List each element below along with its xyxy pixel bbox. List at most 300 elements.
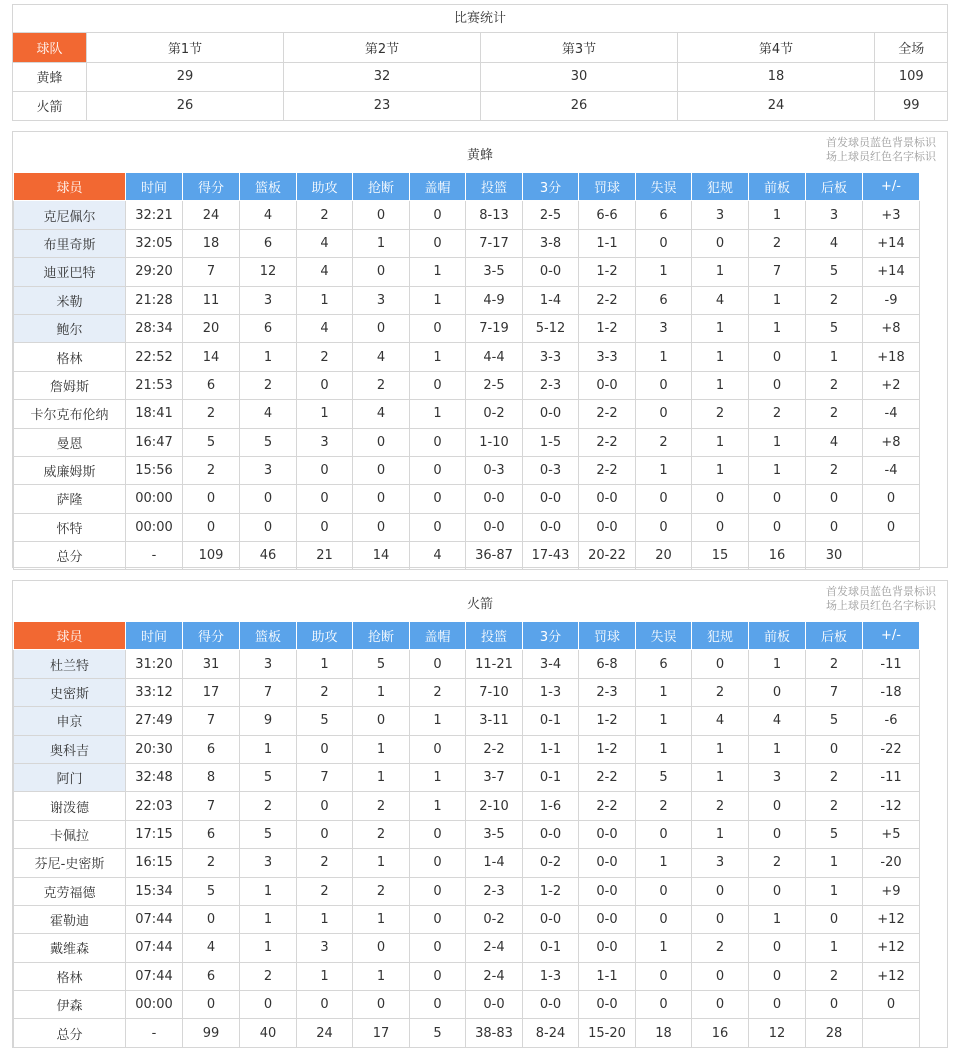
stat-def-rebounds: 5	[806, 820, 863, 848]
stat-three-pointers: 1-6	[523, 792, 579, 820]
stat-turnovers: 0	[636, 877, 692, 905]
stat-off-rebounds: 0	[749, 485, 806, 513]
stat-turnovers: 1	[636, 707, 692, 735]
stat-points: 2	[183, 400, 240, 428]
stat-fouls: 1	[692, 371, 749, 399]
stat-off-rebounds: 2	[749, 400, 806, 428]
quarter-score: 32	[284, 62, 481, 91]
stat-fouls: 1	[692, 763, 749, 791]
stat-off-rebounds: 2	[749, 229, 806, 257]
total-three-pointers: 17-43	[523, 542, 579, 570]
stat-blocks: 2	[410, 678, 466, 706]
stat-assists: 1	[297, 650, 353, 678]
stat-turnovers: 0	[636, 229, 692, 257]
stat-fouls: 0	[692, 905, 749, 933]
column-header: 抢断	[353, 622, 410, 650]
stat-blocks: 0	[410, 962, 466, 990]
stat-blocks: 1	[410, 707, 466, 735]
total-off-rebounds: 16	[749, 542, 806, 570]
stat-blocks: 0	[410, 428, 466, 456]
stat-three-pointers: 0-2	[523, 849, 579, 877]
stat-free-throws: 2-2	[579, 400, 636, 428]
stat-plus-minus: 0	[863, 513, 920, 541]
stat-blocks: 1	[410, 343, 466, 371]
stat-free-throws: 1-1	[579, 962, 636, 990]
column-header: 球员	[14, 173, 126, 201]
column-header: 犯规	[692, 622, 749, 650]
total-field-goals: 36-87	[466, 542, 523, 570]
stat-def-rebounds: 2	[806, 763, 863, 791]
player-name: 卡尔克布伦纳	[14, 400, 126, 428]
stat-minutes: 15:34	[126, 877, 183, 905]
total-blocks: 4	[410, 542, 466, 570]
stat-turnovers: 6	[636, 286, 692, 314]
legend-starter: 首发球员蓝色背景标识	[826, 136, 936, 149]
stat-assists: 2	[297, 877, 353, 905]
stat-rebounds: 1	[240, 877, 297, 905]
quarter-score: 26	[481, 91, 678, 120]
stat-field-goals: 2-2	[466, 735, 523, 763]
quarter-score-table	[12, 33, 948, 120]
stat-free-throws: 0-0	[579, 485, 636, 513]
stat-points: 5	[183, 877, 240, 905]
stat-three-pointers: 2-3	[523, 371, 579, 399]
totals-row	[14, 542, 920, 570]
stat-field-goals: 8-13	[466, 201, 523, 229]
stat-fouls: 1	[692, 735, 749, 763]
stat-blocks: 0	[410, 456, 466, 484]
stat-assists: 1	[297, 905, 353, 933]
team-header	[13, 581, 947, 621]
player-name: 怀特	[14, 513, 126, 541]
stat-steals: 1	[353, 735, 410, 763]
stat-turnovers: 0	[636, 962, 692, 990]
player-name: 格林	[14, 962, 126, 990]
stat-plus-minus: -6	[863, 707, 920, 735]
stat-free-throws: 2-2	[579, 286, 636, 314]
player-name: 威廉姆斯	[14, 456, 126, 484]
total-field-goals: 38-83	[466, 1019, 523, 1047]
stat-plus-minus: +18	[863, 343, 920, 371]
stat-plus-minus: +9	[863, 877, 920, 905]
stat-rebounds: 0	[240, 991, 297, 1019]
stat-plus-minus: -4	[863, 456, 920, 484]
stat-plus-minus: -20	[863, 849, 920, 877]
stat-three-pointers: 0-0	[523, 820, 579, 848]
stat-free-throws: 2-2	[579, 763, 636, 791]
player-name: 萨隆	[14, 485, 126, 513]
stat-turnovers: 3	[636, 314, 692, 342]
stat-def-rebounds: 0	[806, 485, 863, 513]
stat-free-throws: 1-2	[579, 707, 636, 735]
stat-minutes: 28:34	[126, 314, 183, 342]
stat-free-throws: 1-2	[579, 735, 636, 763]
stat-turnovers: 1	[636, 934, 692, 962]
stat-def-rebounds: 4	[806, 229, 863, 257]
total-three-pointers: 8-24	[523, 1019, 579, 1047]
stat-off-rebounds: 0	[749, 371, 806, 399]
stat-points: 4	[183, 934, 240, 962]
stat-three-pointers: 0-3	[523, 456, 579, 484]
total-plus-minus	[863, 1019, 920, 1047]
stat-turnovers: 1	[636, 849, 692, 877]
stat-steals: 1	[353, 905, 410, 933]
stat-free-throws: 0-0	[579, 849, 636, 877]
stat-rebounds: 5	[240, 763, 297, 791]
stat-assists: 2	[297, 678, 353, 706]
column-header: 后板	[806, 173, 863, 201]
stat-field-goals: 3-5	[466, 258, 523, 286]
stat-fouls: 0	[692, 877, 749, 905]
stat-steals: 0	[353, 485, 410, 513]
player-name: 米勒	[14, 286, 126, 314]
stat-rebounds: 0	[240, 513, 297, 541]
column-header: 前板	[749, 622, 806, 650]
stat-def-rebounds: 2	[806, 456, 863, 484]
stat-minutes: 07:44	[126, 905, 183, 933]
stat-points: 8	[183, 763, 240, 791]
player-row	[14, 513, 920, 541]
stat-fouls: 0	[692, 229, 749, 257]
stat-fouls: 2	[692, 678, 749, 706]
player-row	[14, 962, 920, 990]
total-def-rebounds: 30	[806, 542, 863, 570]
stat-minutes: 32:05	[126, 229, 183, 257]
total-def-rebounds: 28	[806, 1019, 863, 1047]
stat-steals: 0	[353, 314, 410, 342]
column-header: 助攻	[297, 173, 353, 201]
stat-off-rebounds: 0	[749, 991, 806, 1019]
stat-points: 2	[183, 849, 240, 877]
stat-def-rebounds: 0	[806, 513, 863, 541]
column-header: 投篮	[466, 622, 523, 650]
stat-off-rebounds: 1	[749, 905, 806, 933]
column-header: 3分	[523, 622, 579, 650]
stat-free-throws: 2-3	[579, 678, 636, 706]
stat-rebounds: 1	[240, 735, 297, 763]
player-row	[14, 905, 920, 933]
stat-field-goals: 4-9	[466, 286, 523, 314]
team-boxscore-rockets	[12, 580, 948, 1048]
stat-field-goals: 0-0	[466, 485, 523, 513]
quarter-header: 第1节	[87, 33, 284, 62]
stat-plus-minus: 0	[863, 485, 920, 513]
stat-blocks: 1	[410, 792, 466, 820]
stat-off-rebounds: 0	[749, 792, 806, 820]
player-name: 卡佩拉	[14, 820, 126, 848]
stat-assists: 0	[297, 513, 353, 541]
stat-free-throws: 1-2	[579, 258, 636, 286]
stat-def-rebounds: 0	[806, 991, 863, 1019]
column-header: 盖帽	[410, 173, 466, 201]
column-header: 失误	[636, 173, 692, 201]
stat-rebounds: 1	[240, 934, 297, 962]
stat-fouls: 0	[692, 962, 749, 990]
team-header	[13, 132, 947, 172]
stat-turnovers: 2	[636, 792, 692, 820]
stat-steals: 5	[353, 650, 410, 678]
stat-blocks: 0	[410, 314, 466, 342]
stat-plus-minus: 0	[863, 991, 920, 1019]
column-header: 抢断	[353, 173, 410, 201]
stat-off-rebounds: 1	[749, 314, 806, 342]
stat-turnovers: 6	[636, 201, 692, 229]
stat-field-goals: 2-5	[466, 371, 523, 399]
player-row	[14, 485, 920, 513]
stat-three-pointers: 3-3	[523, 343, 579, 371]
stat-field-goals: 0-0	[466, 991, 523, 1019]
player-name: 曼恩	[14, 428, 126, 456]
stat-rebounds: 7	[240, 678, 297, 706]
player-name: 申京	[14, 707, 126, 735]
player-row	[14, 849, 920, 877]
stat-turnovers: 0	[636, 820, 692, 848]
column-header: 投篮	[466, 173, 523, 201]
player-row	[14, 707, 920, 735]
stat-def-rebounds: 0	[806, 905, 863, 933]
stat-off-rebounds: 0	[749, 934, 806, 962]
stat-turnovers: 0	[636, 371, 692, 399]
stat-field-goals: 3-5	[466, 820, 523, 848]
stat-steals: 0	[353, 991, 410, 1019]
total-turnovers: 20	[636, 542, 692, 570]
stat-turnovers: 0	[636, 991, 692, 1019]
quarter-score: 24	[678, 91, 875, 120]
quarter-score: 23	[284, 91, 481, 120]
stat-field-goals: 0-2	[466, 905, 523, 933]
stat-turnovers: 5	[636, 763, 692, 791]
totals-label: 总分	[14, 1019, 126, 1047]
player-name: 迪亚巴特	[14, 258, 126, 286]
total-assists: 24	[297, 1019, 353, 1047]
player-row	[14, 678, 920, 706]
stat-off-rebounds: 1	[749, 735, 806, 763]
stat-steals: 0	[353, 201, 410, 229]
team-title: 火箭	[466, 597, 493, 612]
stat-rebounds: 6	[240, 314, 297, 342]
stats-header-row	[14, 173, 920, 201]
stat-blocks: 0	[410, 905, 466, 933]
stat-field-goals: 7-17	[466, 229, 523, 257]
stat-minutes: 07:44	[126, 962, 183, 990]
stat-minutes: 33:12	[126, 678, 183, 706]
stat-def-rebounds: 5	[806, 258, 863, 286]
player-name: 芬尼-史密斯	[14, 849, 126, 877]
stat-fouls: 1	[692, 343, 749, 371]
stat-def-rebounds: 2	[806, 400, 863, 428]
stat-points: 0	[183, 485, 240, 513]
stat-steals: 4	[353, 343, 410, 371]
stat-fouls: 1	[692, 428, 749, 456]
stat-three-pointers: 0-1	[523, 763, 579, 791]
stat-fouls: 2	[692, 792, 749, 820]
player-name: 史密斯	[14, 678, 126, 706]
stat-rebounds: 3	[240, 650, 297, 678]
total-free-throws: 20-22	[579, 542, 636, 570]
stat-blocks: 0	[410, 849, 466, 877]
stat-rebounds: 2	[240, 962, 297, 990]
player-row	[14, 792, 920, 820]
stat-off-rebounds: 0	[749, 513, 806, 541]
stat-minutes: 22:52	[126, 343, 183, 371]
stat-steals: 1	[353, 763, 410, 791]
player-row	[14, 400, 920, 428]
total-rebounds: 40	[240, 1019, 297, 1047]
stat-minutes: 00:00	[126, 991, 183, 1019]
player-row	[14, 229, 920, 257]
stat-minutes: 32:21	[126, 201, 183, 229]
stat-def-rebounds: 1	[806, 343, 863, 371]
stat-fouls: 2	[692, 934, 749, 962]
stat-plus-minus: +8	[863, 314, 920, 342]
stat-plus-minus: -22	[863, 735, 920, 763]
stat-steals: 0	[353, 513, 410, 541]
stat-off-rebounds: 0	[749, 678, 806, 706]
player-name: 克劳福德	[14, 877, 126, 905]
quarter-score: 29	[87, 62, 284, 91]
stat-three-pointers: 5-12	[523, 314, 579, 342]
stat-points: 7	[183, 258, 240, 286]
stat-steals: 2	[353, 371, 410, 399]
stat-def-rebounds: 2	[806, 371, 863, 399]
quarter-score: 18	[678, 62, 875, 91]
stat-rebounds: 6	[240, 229, 297, 257]
stat-fouls: 0	[692, 650, 749, 678]
total-assists: 21	[297, 542, 353, 570]
stat-fouls: 3	[692, 201, 749, 229]
stat-field-goals: 2-10	[466, 792, 523, 820]
stat-assists: 0	[297, 456, 353, 484]
column-header: 球员	[14, 622, 126, 650]
stat-plus-minus: +2	[863, 371, 920, 399]
stat-turnovers: 2	[636, 428, 692, 456]
stat-steals: 0	[353, 428, 410, 456]
stat-plus-minus: +8	[863, 428, 920, 456]
stat-blocks: 0	[410, 735, 466, 763]
total-free-throws: 15-20	[579, 1019, 636, 1047]
game-summary-panel	[12, 4, 948, 121]
stat-field-goals: 7-19	[466, 314, 523, 342]
stat-plus-minus: -11	[863, 763, 920, 791]
stat-fouls: 1	[692, 258, 749, 286]
stat-steals: 4	[353, 400, 410, 428]
stat-fouls: 1	[692, 456, 749, 484]
stat-blocks: 0	[410, 650, 466, 678]
stat-field-goals: 1-10	[466, 428, 523, 456]
column-header: +/-	[863, 622, 920, 650]
stat-off-rebounds: 0	[749, 962, 806, 990]
column-header: 3分	[523, 173, 579, 201]
stat-minutes: 16:47	[126, 428, 183, 456]
stat-plus-minus: -4	[863, 400, 920, 428]
total-fouls: 15	[692, 542, 749, 570]
stat-minutes: 29:20	[126, 258, 183, 286]
column-header: 得分	[183, 173, 240, 201]
stat-def-rebounds: 2	[806, 792, 863, 820]
stat-turnovers: 0	[636, 485, 692, 513]
stat-field-goals: 3-11	[466, 707, 523, 735]
stat-fouls: 2	[692, 400, 749, 428]
player-name: 鲍尔	[14, 314, 126, 342]
total-header: 全场	[875, 33, 948, 62]
stat-def-rebounds: 1	[806, 849, 863, 877]
player-name: 霍勒迪	[14, 905, 126, 933]
legend-on-court: 场上球员红色名字标识	[826, 150, 936, 163]
stat-rebounds: 12	[240, 258, 297, 286]
quarter-header: 第4节	[678, 33, 875, 62]
stat-assists: 4	[297, 314, 353, 342]
stat-free-throws: 2-2	[579, 792, 636, 820]
legend-starter: 首发球员蓝色背景标识	[826, 585, 936, 598]
total-rebounds: 46	[240, 542, 297, 570]
stat-assists: 4	[297, 258, 353, 286]
player-row	[14, 286, 920, 314]
column-header: 罚球	[579, 173, 636, 201]
stat-points: 20	[183, 314, 240, 342]
column-header: 助攻	[297, 622, 353, 650]
team-name: 火箭	[13, 91, 87, 120]
team-name: 黄蜂	[13, 62, 87, 91]
stat-assists: 0	[297, 371, 353, 399]
quarter-score: 26	[87, 91, 284, 120]
player-row	[14, 456, 920, 484]
stat-steals: 0	[353, 707, 410, 735]
stat-assists: 0	[297, 735, 353, 763]
stat-blocks: 0	[410, 820, 466, 848]
player-row	[14, 934, 920, 962]
stat-rebounds: 1	[240, 905, 297, 933]
stat-steals: 0	[353, 934, 410, 962]
stat-turnovers: 1	[636, 456, 692, 484]
stat-minutes: 07:44	[126, 934, 183, 962]
summary-title: 比赛统计	[13, 5, 947, 33]
stat-points: 24	[183, 201, 240, 229]
player-name: 戴维森	[14, 934, 126, 962]
stat-turnovers: 1	[636, 678, 692, 706]
stat-assists: 1	[297, 400, 353, 428]
stat-three-pointers: 1-3	[523, 962, 579, 990]
stat-assists: 4	[297, 229, 353, 257]
player-row	[14, 877, 920, 905]
player-name: 克尼佩尔	[14, 201, 126, 229]
stat-blocks: 0	[410, 201, 466, 229]
player-row	[14, 428, 920, 456]
stat-off-rebounds: 4	[749, 707, 806, 735]
stat-plus-minus: +5	[863, 820, 920, 848]
column-header: 篮板	[240, 622, 297, 650]
stat-assists: 1	[297, 962, 353, 990]
player-row	[14, 371, 920, 399]
stat-assists: 5	[297, 707, 353, 735]
stat-rebounds: 2	[240, 792, 297, 820]
stat-def-rebounds: 3	[806, 201, 863, 229]
stat-assists: 2	[297, 201, 353, 229]
stat-assists: 0	[297, 485, 353, 513]
stat-free-throws: 0-0	[579, 513, 636, 541]
player-row	[14, 343, 920, 371]
stat-field-goals: 4-4	[466, 343, 523, 371]
stat-fouls: 3	[692, 849, 749, 877]
stat-free-throws: 6-6	[579, 201, 636, 229]
total-score: 109	[875, 62, 948, 91]
stat-free-throws: 0-0	[579, 934, 636, 962]
stat-off-rebounds: 0	[749, 820, 806, 848]
stat-rebounds: 9	[240, 707, 297, 735]
column-header: 犯规	[692, 173, 749, 201]
team-column-header: 球队	[13, 33, 87, 62]
stat-points: 0	[183, 513, 240, 541]
stat-blocks: 0	[410, 991, 466, 1019]
